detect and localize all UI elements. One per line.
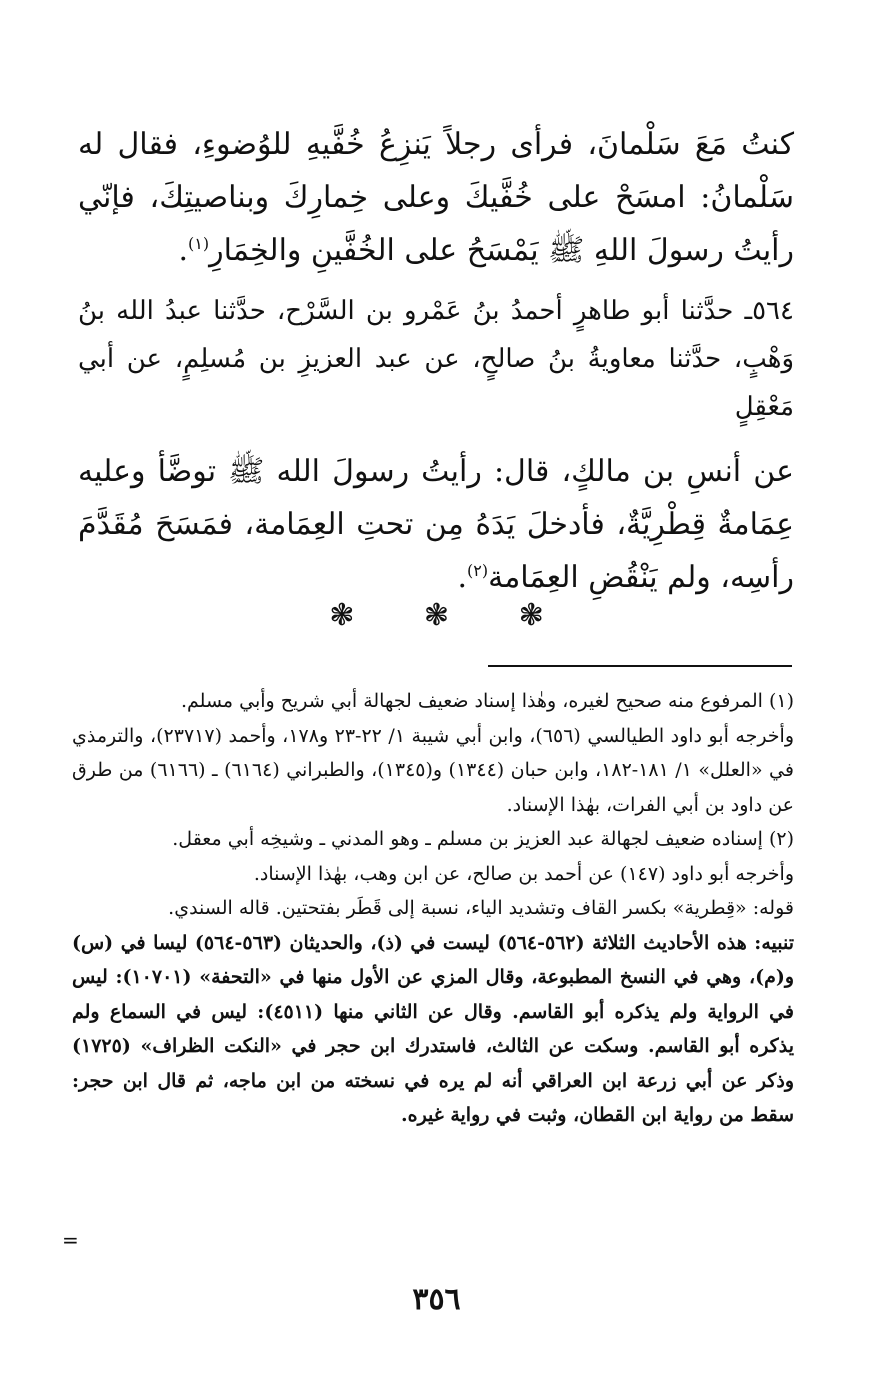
page-number: ٣٥٦ — [412, 1282, 461, 1317]
footnote-2-grading: (٢) إسناده ضعيف لجهالة عبد العزيز بن مسلم ـ وهو المدني ـ وشيخِه أبي معقل. — [172, 828, 794, 850]
footnote-note: تنبيه: هذه الأحاديث الثلاثة (٥٦٢-٥٦٤) ليست في (ذ)، والحديثان (٥٦٣-٥٦٤) ليسا في (س) و(م)، وهي في النسخ المطبوعة، وقال المزي عن الأول منها في «التحفة» (١٠٧٠١): ليس في الرواية ولم يذكره أبو القاسم. وقال عن الثاني منها (٤٥١١): ليس في السماع ولم يذكره أبو القاسم. وسكت عن الثالث، فاستدرك ابن حجر في «النكت الظراف» (١٧٢٥) وذكر عن أبي زرعة ابن العراقي أنه لم يره في نسخته من ابن ماجه، ثم قال ابن حجر: سقط من رواية ابن القطان، وثبت في رواية غيره. — [72, 931, 794, 1126]
sentence-end: . — [457, 560, 468, 595]
hadith-matn: عن أنسِ بن مالكٍ، قال: رأيتُ رسولَ الله ﷺ توضَّأ وعليه عِمَامةٌ قِطْرِيَّةٌ، فأدخلَ يَدَهُ مِن تحتِ العِمَامة، فمَسَحَ مُقَدَّمَ رأسِه، ولم يَنْقُضِ العِمَامة — [78, 454, 794, 595]
separator-star: ❃ — [423, 598, 450, 633]
hadith-isnad-paragraph — [78, 287, 794, 431]
footnotes-block — [72, 684, 794, 1133]
footnote-ref-2: (٢) — [467, 561, 489, 580]
footnote-2-explanation: قوله: «قِطرية» بكسر القاف وتشديد الياء، نسبة إلى قَطَر بفتحتين. قاله السندي. — [168, 897, 794, 919]
footnote-ref-1: (١) — [188, 234, 210, 253]
hadith-text-paragraph — [78, 118, 794, 277]
continuation-mark: = — [62, 1228, 79, 1252]
separator-star: ❃ — [518, 598, 544, 633]
footnote-divider — [488, 665, 792, 667]
separator-star: ❃ — [329, 598, 355, 633]
hadith-isnad: ٥٦٤ـ حدَّثنا أبو طاهرٍ أحمدُ بنُ عَمْرو بن السَّرْح، حدَّثنا عبدُ الله بنُ وَهْبٍ، حدَّثنا معاويةُ بنُ صالحٍ، عن عبد العزيزِ بن مُسلِمٍ، عن أبي مَعْقِلٍ — [78, 296, 794, 422]
footnote-2-sources: وأخرجه أبو داود (١٤٧) عن أحمد بن صالح، عن ابن وهب، بهٰذا الإسناد. — [253, 862, 794, 885]
hadith-text: كنتُ مَعَ سَلْمانَ، فرأى رجلاً يَنزِعُ خُفَّيهِ للوُضوءِ، فقال له سَلْمانُ: امسَحْ على خُفَّيكَ وعلى خِمارِكَ وبناصيتِكَ، فإنّي رأيتُ رسولَ اللهِ ﷺ يَمْسَحُ على الخُفَّينِ والخِمَارِ — [78, 127, 794, 268]
hadith-matn-paragraph — [78, 445, 794, 604]
main-text-block — [78, 118, 794, 604]
footnote-1-grading: (١) المرفوع منه صحيح لغيره، وهٰذا إسناد ضعيف لجهالة أبي شريح وأبي مسلم. — [181, 690, 794, 712]
sentence-end: . — [178, 233, 188, 268]
section-separator — [0, 598, 873, 633]
footnote-1-sources: وأخرجه أبو داود الطيالسي (٦٥٦)، وابن أبي شيبة ١/ ٢٢-٢٣ و١٧٨، وأحمد (٢٣٧١٧)، والترمذي في «العلل» ١/ ١٨١-١٨٢، وابن حبان (١٣٤٤) و(١٣٤٥)، والطبراني (٦١٦٤) ـ (٦١٦٦) من طرق عن داود بن أبي الفرات، بهٰذا الإسناد. — [72, 724, 794, 816]
